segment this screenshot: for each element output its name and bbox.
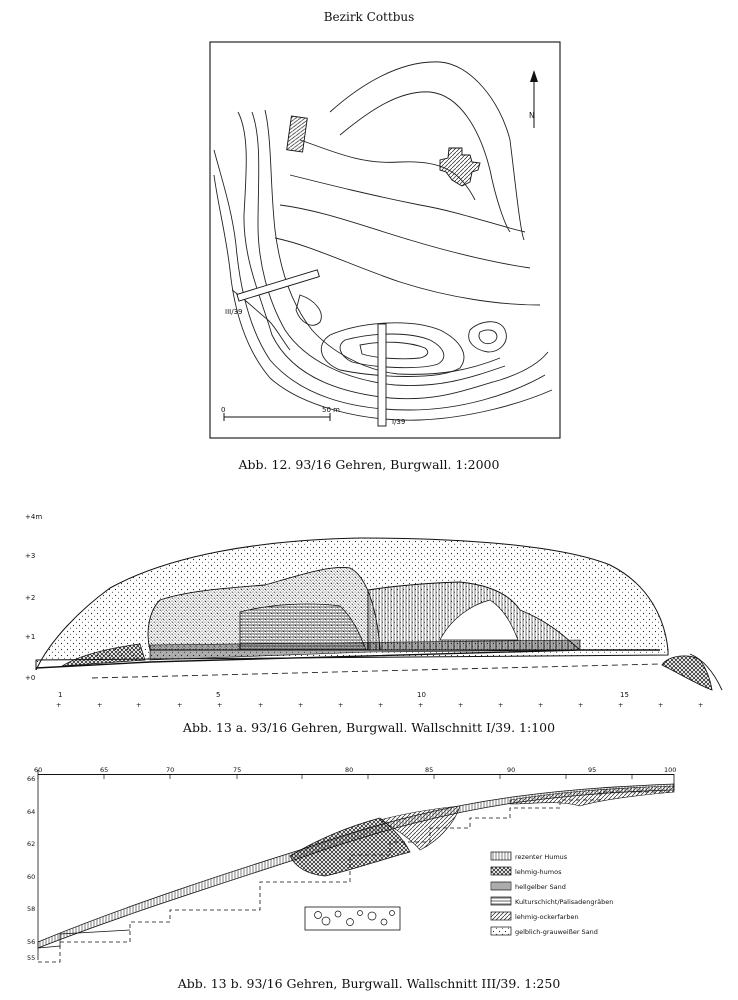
section-tick-label: 10 [417, 691, 426, 699]
site-map [210, 42, 560, 438]
height-label: +1 [25, 633, 36, 641]
legend-label: hellgelber Sand [515, 883, 566, 891]
scale-label-end: 50 m [322, 406, 340, 414]
legend-label: rezenter Humus [515, 853, 568, 861]
page-header: Bezirk Cottbus [323, 10, 415, 24]
legend-swatch-grauweiss [491, 927, 511, 935]
scale-label-start: 0 [221, 406, 226, 414]
svg-text:+: + [217, 701, 223, 709]
legend-swatch-ocker [491, 912, 511, 920]
section-tick-label: 1 [58, 691, 63, 699]
height-label: +0 [25, 674, 36, 682]
svg-text:+: + [418, 701, 424, 709]
legend-swatch-humus [491, 852, 511, 860]
svg-text:+: + [378, 701, 384, 709]
x-tick-label: 100 [664, 766, 677, 774]
svg-text:+: + [618, 701, 624, 709]
legend-label: Kulturschicht/Palisadengräben [515, 898, 614, 906]
x-tick-label: 80 [345, 766, 354, 774]
svg-text:+: + [498, 701, 504, 709]
x-tick-label: 60 [34, 766, 43, 774]
hatched-structure-west [287, 116, 308, 152]
section-tick-label: 15 [620, 691, 629, 699]
excavation-steps [38, 792, 674, 962]
y-tick-label: 64 [27, 808, 36, 816]
height-label: +2 [25, 594, 36, 602]
y-tick-label: 66 [27, 775, 36, 783]
hatched-structure-east [440, 148, 480, 186]
svg-text:+: + [177, 701, 183, 709]
svg-text:+: + [578, 701, 584, 709]
original-surface-line [92, 664, 660, 678]
legend [491, 852, 613, 936]
cut-label-III-39: III/39 [225, 308, 243, 316]
height-label: +3 [25, 552, 36, 560]
cut-III-39 [237, 270, 319, 301]
legend-swatch-kulturschicht [491, 897, 511, 905]
legend-swatch-sand [491, 882, 511, 890]
x-tick-label: 75 [233, 766, 242, 774]
section-III-39 [38, 770, 674, 962]
caption-fig-13a: Abb. 13 a. 93/16 Gehren, Burgwall. Wallschnitt I/39. 1:100 [182, 720, 556, 735]
cut-label-I-39: I/39 [392, 418, 406, 426]
foot-right-cross [662, 656, 712, 690]
y-tick-label: 56 [27, 938, 36, 946]
x-tick-label: 90 [507, 766, 516, 774]
y-tick-label: 62 [27, 840, 36, 848]
svg-text:+: + [136, 701, 142, 709]
y-tick-label: 58 [27, 905, 36, 913]
x-tick-label: 70 [166, 766, 175, 774]
svg-text:+: + [56, 701, 62, 709]
svg-text:+: + [258, 701, 264, 709]
y-tick-label: 60 [27, 873, 36, 881]
svg-text:+: + [338, 701, 344, 709]
caption-fig-12: Abb. 12. 93/16 Gehren, Burgwall. 1:2000 [238, 457, 500, 472]
y-tick-label: 55 [27, 954, 36, 962]
svg-text:+: + [458, 701, 464, 709]
x-tick-label: 95 [588, 766, 597, 774]
svg-text:+: + [298, 701, 304, 709]
north-arrow-icon [530, 70, 538, 82]
svg-text:+: + [97, 701, 103, 709]
north-label: N [529, 111, 535, 120]
svg-text:+: + [538, 701, 544, 709]
height-label: +4m [25, 513, 43, 521]
section-tick-label: 5 [216, 691, 221, 699]
cut-I-39 [378, 324, 386, 426]
section-tick-markers [56, 701, 703, 709]
svg-text:+: + [658, 701, 664, 709]
section-I-39 [36, 538, 722, 690]
legend-label: gelblich-grauweißer Sand [515, 928, 598, 936]
legend-swatch-lehmig-humos [491, 867, 511, 875]
x-tick-label: 65 [100, 766, 109, 774]
x-tick-label: 85 [425, 766, 434, 774]
svg-text:+: + [698, 701, 704, 709]
caption-fig-13b: Abb. 13 b. 93/16 Gehren, Burgwall. Wallschnitt III/39. 1:250 [177, 976, 561, 991]
legend-label: lehmig-ockerfarben [515, 913, 579, 921]
legend-label: lehmig-humos [515, 868, 562, 876]
